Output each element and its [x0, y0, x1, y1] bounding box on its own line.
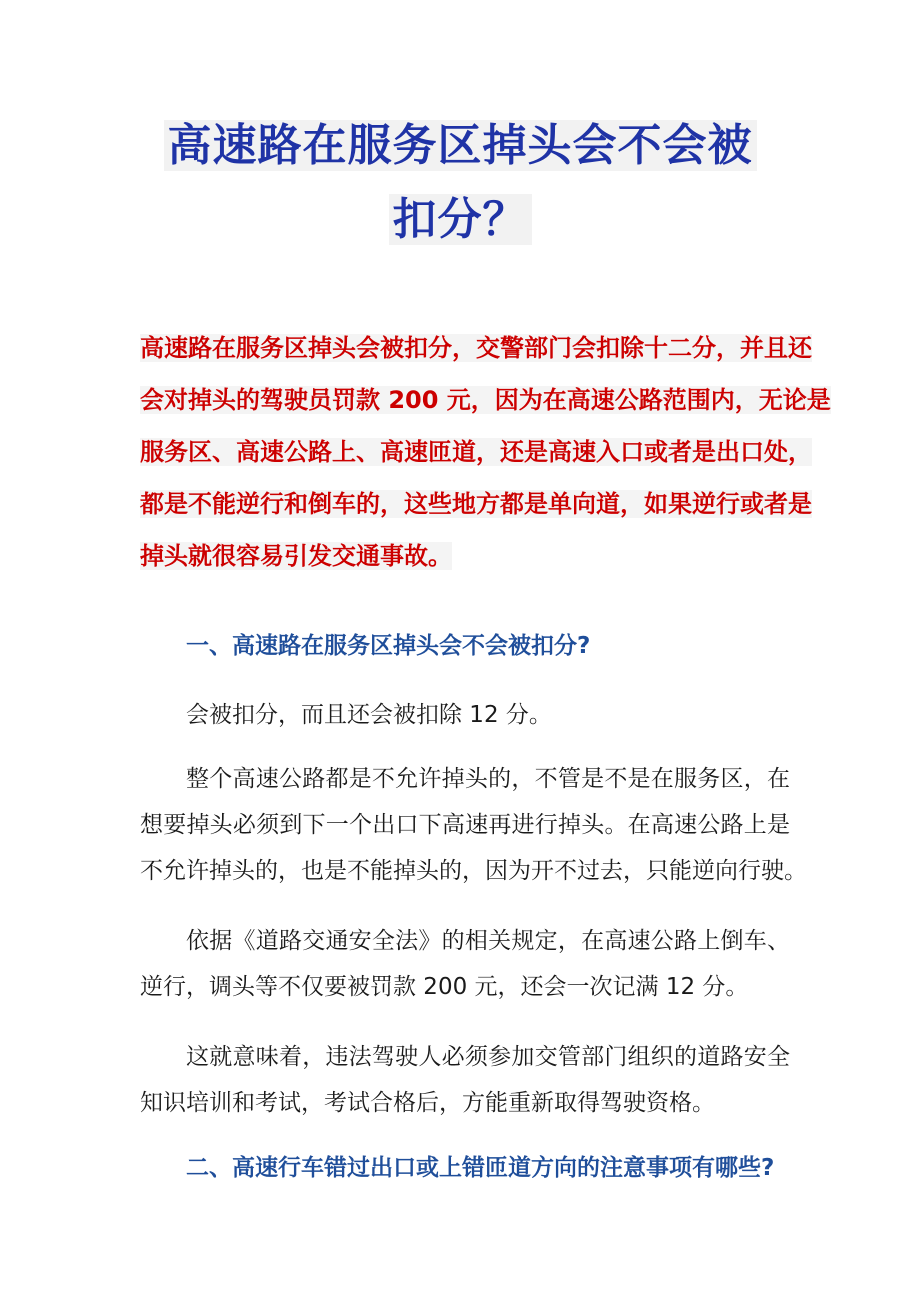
- summary-paragraph: [140, 322, 831, 582]
- section-1-paragraph-1: [140, 692, 790, 738]
- paragraph-line: 不允许掉头的，也是不能掉头的，因为开不过去，只能逆向行驶。: [140, 858, 807, 884]
- document-title-text-2: 扣分？: [389, 194, 532, 245]
- section-1-paragraph-3: [140, 918, 790, 1010]
- summary-line-text: 都是不能逆行和倒车的，这些地方都是单向道，如果逆行或者是: [140, 490, 812, 518]
- document-title-line-2: [0, 190, 920, 250]
- document-title-text-1: 高速路在服务区掉头会不会被: [164, 120, 757, 171]
- summary-line: [140, 426, 812, 478]
- document-title-line-1: [0, 116, 920, 176]
- summary-line-text: 高速路在服务区掉头会被扣分，交警部门会扣除十二分，并且还: [140, 334, 812, 362]
- section-1-paragraph-2: [140, 756, 807, 894]
- paragraph-line: 想要掉头必须到下一个出口下高速再进行掉头。在高速公路上是: [140, 812, 790, 838]
- section-1-heading: 一、高速路在服务区掉头会不会被扣分?: [186, 633, 591, 659]
- paragraph-line: 依据《道路交通安全法》的相关规定，在高速公路上倒车、: [186, 928, 790, 954]
- summary-line-text: 会对掉头的驾驶员罚款 200 元，因为在高速公路范围内，无论是: [140, 386, 831, 414]
- summary-line: [140, 530, 790, 582]
- summary-line: [140, 374, 831, 426]
- paragraph-line: 会被扣分，而且还会被扣除 12 分。: [186, 702, 552, 728]
- paragraph-line: 逆行，调头等不仅要被罚款 200 元，还会一次记满 12 分。: [140, 974, 749, 1000]
- paragraph-line: 知识培训和考试，考试合格后，方能重新取得驾驶资格。: [140, 1090, 715, 1116]
- summary-line-text: 掉头就很容易引发交通事故。: [140, 542, 452, 570]
- section-2-heading: 二、高速行车错过出口或上错匝道方向的注意事项有哪些?: [186, 1155, 775, 1181]
- summary-line: [140, 478, 812, 530]
- paragraph-line: 整个高速公路都是不允许掉头的，不管是不是在服务区，在: [186, 766, 790, 792]
- paragraph-line: 这就意味着，违法驾驶人必须参加交管部门组织的道路安全: [186, 1044, 790, 1070]
- summary-line-text: 服务区、高速公路上、高速匝道，还是高速入口或者是出口处，: [140, 438, 812, 466]
- section-1-paragraph-4: [140, 1034, 790, 1126]
- summary-line: [140, 322, 812, 374]
